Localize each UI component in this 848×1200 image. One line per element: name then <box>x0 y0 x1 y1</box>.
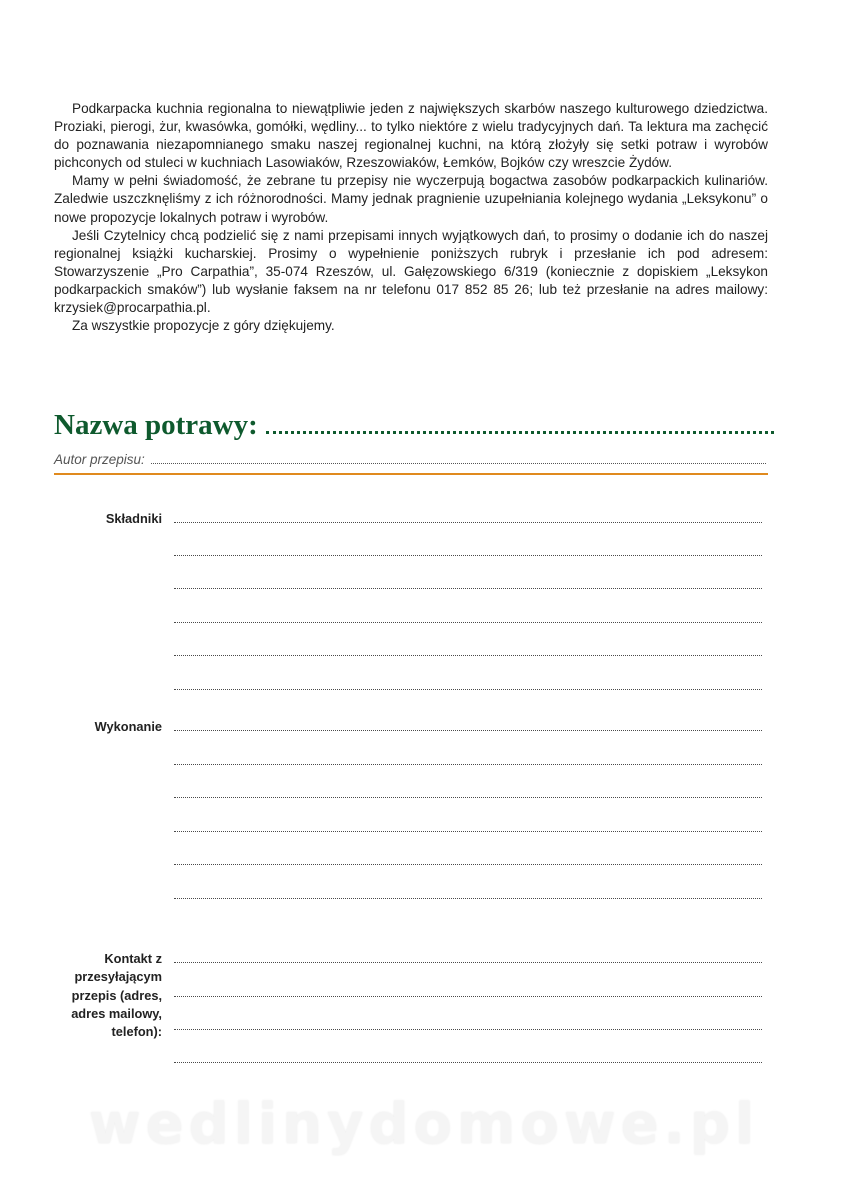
ingredients-line[interactable] <box>174 622 762 623</box>
ingredients-label: Składniki <box>105 511 162 526</box>
preparation-line[interactable] <box>174 730 762 731</box>
preparation-line[interactable] <box>174 898 762 899</box>
watermark: wedlinydomowe.pl <box>88 1092 760 1157</box>
contact-line[interactable] <box>174 996 762 997</box>
preparation-line[interactable] <box>174 797 762 798</box>
intro-paragraph: Mamy w pełni świadomość, że zebrane tu przepisy nie wyczerpują bogactwa zasobów podkarpackich kulinariów. Zaledwie uszczknęliśmy z ich różnorodności. Mamy jednak pragnienie uzupełniania kolejnego wydania „Leksykonu” o nowe propozycje lokalnych potraw i wyrobów. <box>54 173 768 225</box>
ingredients-line[interactable] <box>174 522 762 523</box>
intro-paragraph: Jeśli Czytelnicy chcą podzielić się z nami przepisami innych wyjątkowych dań, to prosimy o dodanie ich do naszej regionalnej książki kucharskiej. Prosimy o wypełnienie poniższych rubryk i przesłanie ich pod adresem: Stowarzyszenie „Pro Carpathia”, 35-074 Rzeszów, ul. Gałęzowskiego 6/319 (koniecznie z dopiskiem „Leksykon podkarpackich smaków”) lub wysłanie faksem na nr telefonu 017 852 85 26; lub też przesłanie na adres mailowy: krzysiek@procarpathia.pl. <box>54 227 768 316</box>
intro-paragraph: Za wszystkie propozycje z góry dziękujemy. <box>72 318 335 334</box>
contact-line[interactable] <box>174 1062 762 1063</box>
intro-text <box>54 100 768 335</box>
ingredients-line[interactable] <box>174 555 762 556</box>
contact-label: Kontakt z przesyłającym przepis (adres, adres mailowy, telefon): <box>71 951 162 1040</box>
ingredients-line[interactable] <box>174 655 762 656</box>
dish-name-input-line[interactable] <box>266 431 774 434</box>
author-input-line[interactable] <box>151 463 766 464</box>
preparation-line[interactable] <box>174 764 762 765</box>
author-field <box>54 447 768 475</box>
contact-line[interactable] <box>174 1029 762 1030</box>
contact-line[interactable] <box>174 962 762 963</box>
ingredients-line[interactable] <box>174 588 762 589</box>
preparation-line[interactable] <box>174 864 762 865</box>
author-label: Autor przepisu: <box>54 452 145 467</box>
preparation-label: Wykonanie <box>94 719 162 734</box>
dish-name-label: Nazwa potrawy: <box>54 409 258 441</box>
preparation-line[interactable] <box>174 831 762 832</box>
intro-paragraph: Podkarpacka kuchnia regionalna to niewątpliwie jeden z największych skarbów naszego kulturowego dziedzictwa. Proziaki, pierogi, żur, kwasówka, gomółki, wędliny... to tylko niektóre z wielu tradycyjnych dań. Ta lektura ma zachęcić do poznawania niezapomnianego smaku naszej regionalnej kuchni, na którą złożyły się setki potraw i wyrobów pichconych od stuleci w kuchniach Lasowiaków, Rzeszowiaków, Łemków, Bojków czy wreszcie Żydów. <box>54 101 768 171</box>
ingredients-line[interactable] <box>174 689 762 690</box>
dish-name-field <box>54 402 774 442</box>
